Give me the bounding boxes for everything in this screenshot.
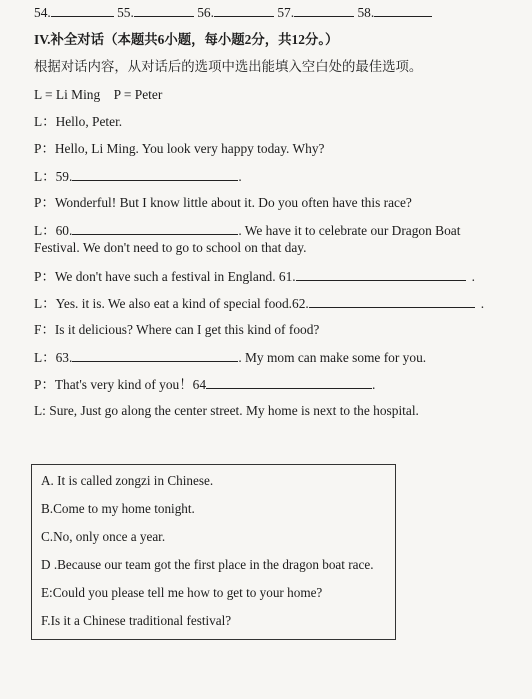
answer-blank[interactable] bbox=[134, 4, 194, 17]
dialogue-line-11: L: Sure, Just go along the center street. My home is next to the hospital. bbox=[34, 403, 419, 418]
dialogue-text: L：59. bbox=[34, 169, 73, 184]
answer-blank[interactable] bbox=[294, 4, 354, 17]
answer-blank[interactable] bbox=[214, 4, 274, 17]
answer-number: 56. bbox=[197, 5, 214, 20]
options-box bbox=[31, 464, 396, 640]
dialogue-text: L：Yes. it is. We also eat a kind of special food.62. bbox=[34, 296, 309, 311]
option-a: A. It is called zongzi in Chinese. bbox=[41, 473, 214, 488]
dialogue-line-60-cont: Festival. We don't need to go to school on that day. bbox=[34, 240, 307, 255]
option-d: D .Because our team got the first place in the dragon boat race. bbox=[41, 557, 374, 572]
answer-number: 54. bbox=[34, 5, 51, 20]
answer-number: 55. bbox=[117, 5, 134, 20]
blank-63[interactable] bbox=[72, 349, 238, 362]
section-instruction: 根据对话内容，从对话后的选项中选出能填入空白处的最佳选项。 bbox=[34, 59, 423, 74]
option-e: E:Could you please tell me how to get to your home? bbox=[41, 585, 323, 600]
dialogue-line-62 bbox=[34, 295, 484, 312]
option-c: C.No, only once a year. bbox=[41, 529, 166, 544]
blank-62[interactable] bbox=[309, 295, 475, 308]
dialogue-text: . bbox=[480, 296, 485, 311]
dialogue-line-59 bbox=[34, 168, 242, 185]
dialogue-text: . bbox=[372, 377, 376, 392]
dialogue-text: . My mom can make some for you. bbox=[238, 350, 427, 365]
dialogue-line-1: L：Hello, Peter. bbox=[34, 114, 123, 129]
answer-blank[interactable] bbox=[51, 4, 114, 17]
section-title-text: IV.补全对话 bbox=[34, 32, 105, 47]
blank-64[interactable] bbox=[206, 376, 372, 389]
blank-61[interactable] bbox=[296, 268, 466, 281]
dialogue-line-4: P：Wonderful! But I know little about it. Do you often have this race? bbox=[34, 195, 412, 210]
option-b: B.Come to my home tonight. bbox=[41, 501, 195, 516]
answer-number: 57. bbox=[277, 5, 295, 20]
dialogue-line-64 bbox=[34, 376, 375, 393]
dialogue-line-60 bbox=[34, 222, 460, 239]
blank-59[interactable] bbox=[72, 168, 238, 181]
dialogue-text: L：60. bbox=[34, 223, 73, 238]
dialogue-line-63 bbox=[34, 349, 426, 366]
answer-row bbox=[34, 4, 432, 21]
dialogue-line-8: F：Is it delicious? Where can I get this kind of food? bbox=[34, 322, 320, 337]
option-f: F.Is it a Chinese traditional festival? bbox=[41, 613, 232, 628]
answer-blank[interactable] bbox=[374, 4, 432, 17]
dialogue-line-61 bbox=[34, 268, 475, 285]
blank-60[interactable] bbox=[72, 222, 238, 235]
dialogue-line-2: P：Hello, Li Ming. You look very happy today. Why? bbox=[34, 141, 325, 156]
dialogue-text: . We have it to celebrate our Dragon Boat bbox=[238, 223, 461, 238]
section-title bbox=[34, 32, 338, 48]
dialogue-text: P：We don't have such a festival in England. 61. bbox=[34, 269, 296, 284]
dialogue-text: L：63. bbox=[34, 350, 73, 365]
section-title-note: （本题共6小题，每小题2分，共12分。） bbox=[104, 32, 339, 47]
dialogue-text: P：That's very kind of you！64 bbox=[34, 377, 207, 392]
answer-number: 58. bbox=[357, 5, 375, 20]
dialogue-text: . bbox=[238, 169, 242, 184]
dialogue-text: . bbox=[471, 269, 476, 284]
speaker-legend: L = Li Ming P = Peter bbox=[34, 87, 163, 102]
